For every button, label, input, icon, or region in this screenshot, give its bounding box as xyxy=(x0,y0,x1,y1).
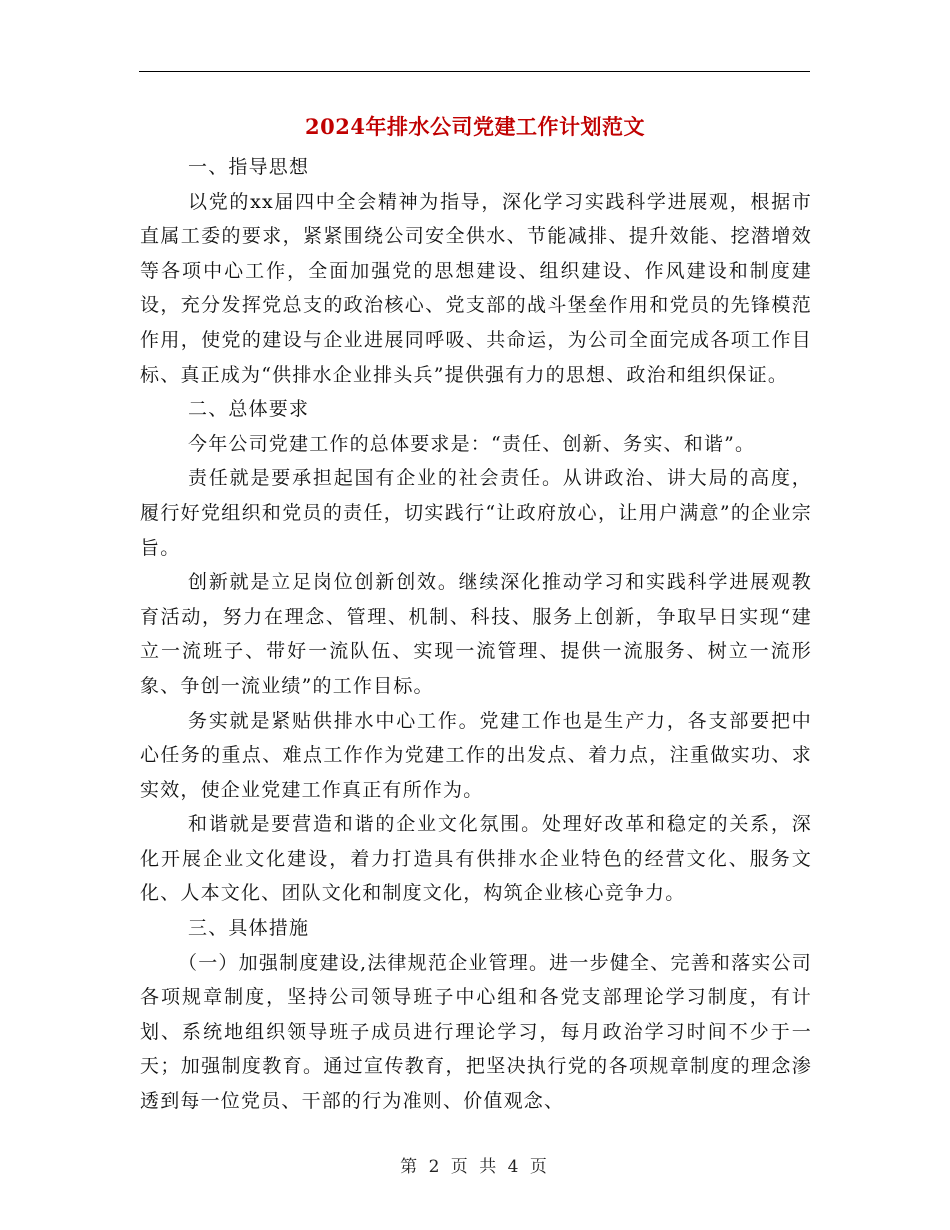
section-heading-guiding-thought: 一、指导思想 xyxy=(188,156,310,178)
paragraph-harmony: 和谐就是要营造和谐的企业文化氛围。处理好改革和稳定的关系，深化开展企业文化建设，着力打造具有供排水企业特色的经营文化、服务文化、人本文化、团队文化和制度文化，构筑企业核心竞争力。 xyxy=(140,813,812,905)
paragraph-overall-requirements: 今年公司党建工作的总体要求是：“责任、创新、务实、和谐”。 xyxy=(188,432,756,455)
paragraph-innovation: 创新就是立足岗位创新创效。继续深化推动学习和实践科学进展观教育活动，努力在理念、管理、机制、科技、服务上创新，争取早日实现“建立一流班子、带好一流队伍、实现一流管理、提供一流服务、树立一流形象、争创一流业绩”的工作目标。 xyxy=(140,571,812,697)
section-heading-overall-requirements: 二、总体要求 xyxy=(188,398,310,421)
page-number: 第 2 页 共 4 页 xyxy=(400,1157,550,1177)
paragraph-responsibility: 责任就是要承担起国有企业的社会责任。从讲政治、讲大局的高度，履行好党组织和党员的责任，切实践行“让政府放心，让用户满意”的企业宗旨。 xyxy=(140,467,812,559)
paragraph-guiding-thought: 以党的xx届四中全会精神为指导，深化学习实践科学进展观，根据市直属工委的要求，紧紧围绕公司安全供水、节能减排、提升效能、挖潜增效等各项中心工作，全面加强党的思想建设、组织建设、作风建设和制度建设，充分发挥党总支的政治核心、党支部的战斗堡垒作用和党员的先锋模范作用，使党的建设与企业进展同呼吸、共命运，为公司全面完成各项工作目标、真正成为“供排水企业排头兵”提供强有力的思想、政治和组织保证。 xyxy=(140,190,812,386)
paragraph-pragmatism: 务实就是紧贴供排水中心工作。党建工作也是生产力，各支部要把中心任务的重点、难点工作作为党建工作的出发点、着力点，注重做实功、求实效，使企业党建工作真正有所作为。 xyxy=(140,709,812,801)
document-title: 2024年排水公司党建工作计划范文 xyxy=(305,114,645,139)
paragraph-measure-1: （一）加强制度建设,法律规范企业管理。进一步健全、完善和落实公司各项规章制度，坚持公司领导班子中心组和各党支部理论学习制度，有计划、系统地组织领导班子成员进行理论学习，每月政治学习时间不少于一天；加强制度教育。通过宣传教育，把坚决执行党的各项规章制度的理念渗透到每一位党员、干部的行为准则、价值观念、 xyxy=(140,951,812,1113)
section-heading-specific-measures: 三、具体措施 xyxy=(188,917,310,940)
document-body xyxy=(140,150,812,1119)
header-rule xyxy=(139,71,810,72)
